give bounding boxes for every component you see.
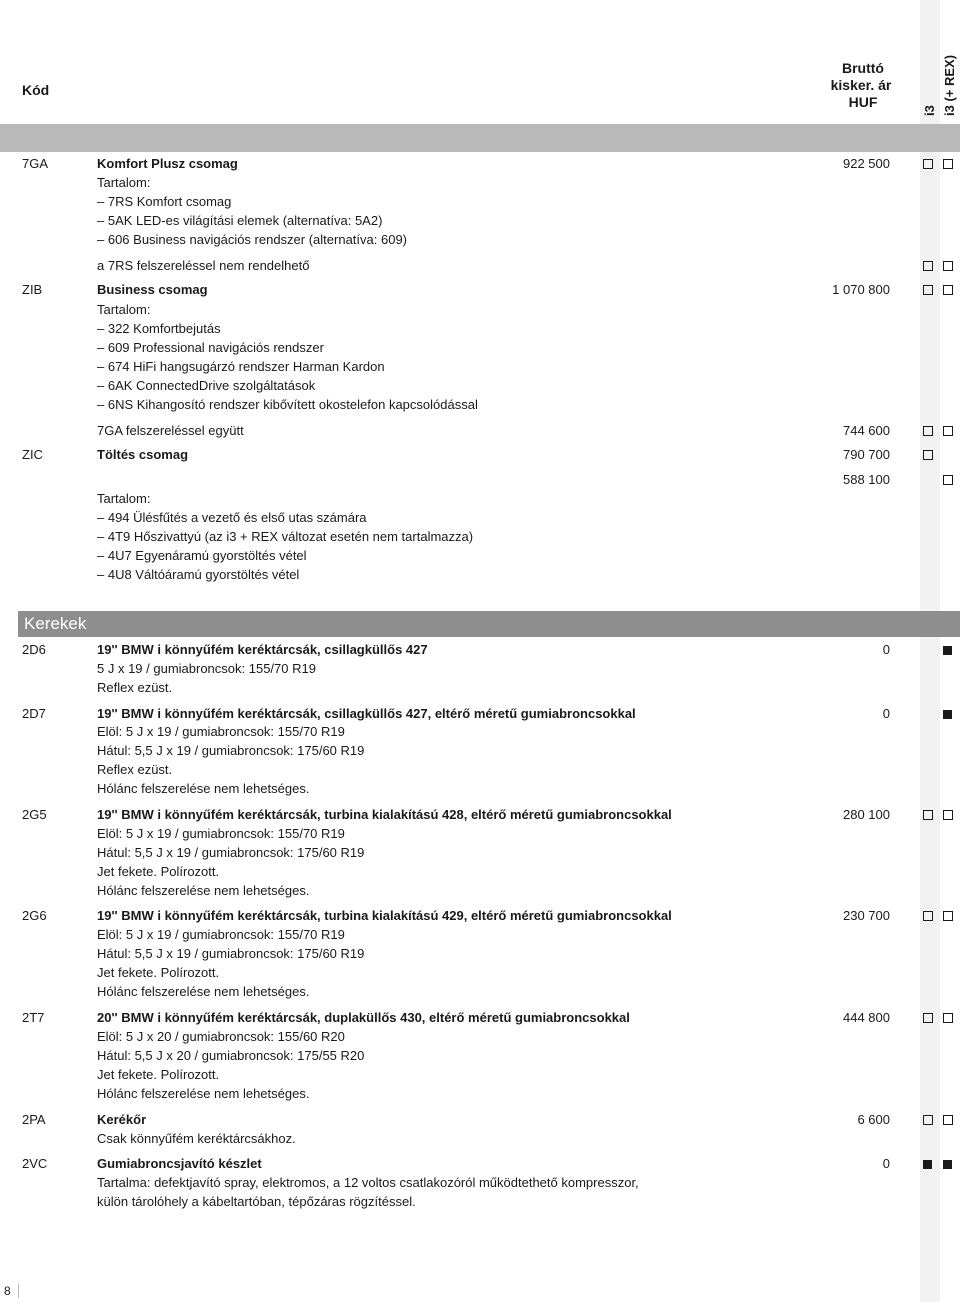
option-marker-icon: [923, 261, 933, 271]
row-line: – 6NS Kihangosító rendszer kibővített okostelefon kapcsolódással: [97, 397, 478, 412]
row-code: ZIC: [22, 447, 43, 462]
row-line: Hólánc felszerelése nem lehetséges.: [97, 781, 310, 796]
header-divider-bar: [0, 124, 960, 152]
row-title: Komfort Plusz csomag: [97, 156, 238, 171]
header-price-line3: HUF: [848, 94, 878, 110]
page-number: 8: [4, 1284, 11, 1298]
header-price-line2: kisker. ár: [830, 77, 892, 93]
row-line: Hátul: 5,5 J x 20 / gumiabroncsok: 175/55 R20: [97, 1048, 365, 1063]
row-line: Elöl: 5 J x 19 / gumiabroncsok: 155/70 R19: [97, 826, 345, 841]
row-price: 6 600: [857, 1112, 890, 1127]
row-line: – 4T9 Hőszivattyú (az i3 + REX változat esetén nem tartalmazza): [97, 529, 474, 544]
row-price: 0: [882, 706, 890, 721]
header-col-i3rex: i3 (+ REX): [942, 54, 957, 116]
row-price: 0: [882, 1156, 890, 1171]
option-marker-icon: [943, 911, 953, 921]
row-line: Reflex ezüst.: [97, 762, 173, 777]
row-price: 744 600: [843, 423, 890, 438]
row-line: – 4U8 Váltóáramú gyorstöltés vétel: [97, 567, 300, 582]
row-code: 2PA: [22, 1112, 46, 1127]
row-code: 2T7: [22, 1010, 45, 1025]
row-line: – 4U7 Egyenáramú gyorstöltés vétel: [97, 548, 307, 563]
row-line: Elöl: 5 J x 20 / gumiabroncsok: 155/60 R20: [97, 1029, 345, 1044]
header-code-label: Kód: [22, 82, 50, 98]
row-line: Jet fekete. Polírozott.: [97, 965, 220, 980]
row-line: – 606 Business navigációs rendszer (alternatíva: 609): [97, 232, 408, 247]
row-title: Kerékőr: [97, 1112, 147, 1127]
row-note: 7GA felszereléssel együtt: [97, 423, 244, 438]
row-line: Jet fekete. Polírozott.: [97, 864, 220, 879]
row-title: 19'' BMW i könnyűfém keréktárcsák, csillagküllős 427: [97, 642, 428, 657]
row-price: 444 800: [843, 1010, 890, 1025]
row-price: 790 700: [843, 447, 890, 462]
row-line: Tartalma: defektjavító spray, elektromos, a 12 voltos csatlakozóról működtethető kompresszor,: [97, 1175, 639, 1190]
row-line: 5 J x 19 / gumiabroncsok: 155/70 R19: [97, 661, 316, 676]
row-line: Jet fekete. Polírozott.: [97, 1067, 220, 1082]
row-line: Elöl: 5 J x 19 / gumiabroncsok: 155/70 R19: [97, 724, 345, 739]
row-code: 2D7: [22, 706, 46, 721]
row-code: 2G6: [22, 908, 47, 923]
option-marker-icon: [943, 159, 953, 169]
row-line: – 674 HiFi hangsugárzó rendszer Harman Kardon: [97, 359, 385, 374]
row-price-secondary: 588 100: [843, 472, 890, 487]
option-marker-icon: [943, 1013, 953, 1023]
option-marker-icon: [943, 261, 953, 271]
row-line: Hátul: 5,5 J x 19 / gumiabroncsok: 175/60 R19: [97, 743, 365, 758]
standard-marker-icon: [943, 646, 952, 655]
option-marker-icon: [923, 911, 933, 921]
row-title: 19'' BMW i könnyűfém keréktárcsák, turbina kialakítású 428, eltérő méretű gumiabroncsokkal: [97, 807, 672, 822]
row-line: Hólánc felszerelése nem lehetséges.: [97, 984, 310, 999]
option-marker-icon: [923, 426, 933, 436]
row-line: – 322 Komfortbejutás: [97, 321, 221, 336]
option-marker-icon: [943, 1115, 953, 1125]
row-code: 7GA: [22, 156, 49, 171]
option-marker-icon: [923, 1013, 933, 1023]
row-line: Tartalom:: [97, 491, 151, 506]
header-price-line1: Bruttó: [842, 60, 884, 76]
row-line: Hólánc felszerelése nem lehetséges.: [97, 883, 310, 898]
option-marker-icon: [923, 450, 933, 460]
option-marker-icon: [943, 810, 953, 820]
row-code: ZIB: [22, 282, 43, 297]
standard-marker-icon: [943, 710, 952, 719]
row-title: Töltés csomag: [97, 447, 189, 462]
row-note: a 7RS felszereléssel nem rendelhető: [97, 258, 310, 273]
row-line: Elöl: 5 J x 19 / gumiabroncsok: 155/70 R19: [97, 927, 345, 942]
option-marker-icon: [943, 285, 953, 295]
row-line: – 5AK LED-es világítási elemek (alternatíva: 5A2): [97, 213, 383, 228]
row-line: Tartalom:: [97, 175, 151, 190]
row-price: 922 500: [843, 156, 890, 171]
row-line: – 7RS Komfort csomag: [97, 194, 232, 209]
row-line: – 609 Professional navigációs rendszer: [97, 340, 324, 355]
row-title: 19'' BMW i könnyűfém keréktárcsák, csillagküllős 427, eltérő méretű gumiabroncsokkal: [97, 706, 636, 721]
row-line: – 494 Ülésfűtés a vezető és első utas számára: [97, 510, 367, 525]
option-marker-icon: [923, 159, 933, 169]
option-marker-icon: [923, 285, 933, 295]
row-line: Hólánc felszerelése nem lehetséges.: [97, 1086, 310, 1101]
option-marker-icon: [943, 426, 953, 436]
row-line: külön tárolóhely a kábeltartóban, tépőzáras rögzítéssel.: [97, 1194, 416, 1209]
row-price: 230 700: [843, 908, 890, 923]
row-price: 1 070 800: [832, 282, 890, 297]
row-line: Hátul: 5,5 J x 19 / gumiabroncsok: 175/60 R19: [97, 845, 365, 860]
i3-column-background: [920, 0, 940, 1302]
row-line: Hátul: 5,5 J x 19 / gumiabroncsok: 175/60 R19: [97, 946, 365, 961]
row-title: Gumiabroncsjavító készlet: [97, 1156, 262, 1171]
row-code: 2VC: [22, 1156, 48, 1171]
row-line: – 6AK ConnectedDrive szolgáltatások: [97, 378, 316, 393]
row-code: 2G5: [22, 807, 47, 822]
section-header-wheels: [18, 611, 960, 637]
footer-divider: [18, 1284, 19, 1298]
option-marker-icon: [923, 1115, 933, 1125]
row-title: Business csomag: [97, 282, 208, 297]
option-marker-icon: [943, 475, 953, 485]
row-price: 0: [882, 642, 890, 657]
row-line: Csak könnyűfém keréktárcsákhoz.: [97, 1131, 296, 1146]
row-code: 2D6: [22, 642, 46, 657]
row-title: 20'' BMW i könnyűfém keréktárcsák, duplaküllős 430, eltérő méretű gumiabroncsokkal: [97, 1010, 630, 1025]
row-title: 19'' BMW i könnyűfém keréktárcsák, turbina kialakítású 429, eltérő méretű gumiabroncsokkal: [97, 908, 672, 923]
row-line: Reflex ezüst.: [97, 680, 173, 695]
header-col-i3: i3: [922, 105, 937, 116]
row-price: 280 100: [843, 807, 890, 822]
standard-marker-icon: [923, 1160, 932, 1169]
option-marker-icon: [923, 810, 933, 820]
row-line: Tartalom:: [97, 302, 151, 317]
standard-marker-icon: [943, 1160, 952, 1169]
section-title: Kerekek: [24, 614, 87, 633]
